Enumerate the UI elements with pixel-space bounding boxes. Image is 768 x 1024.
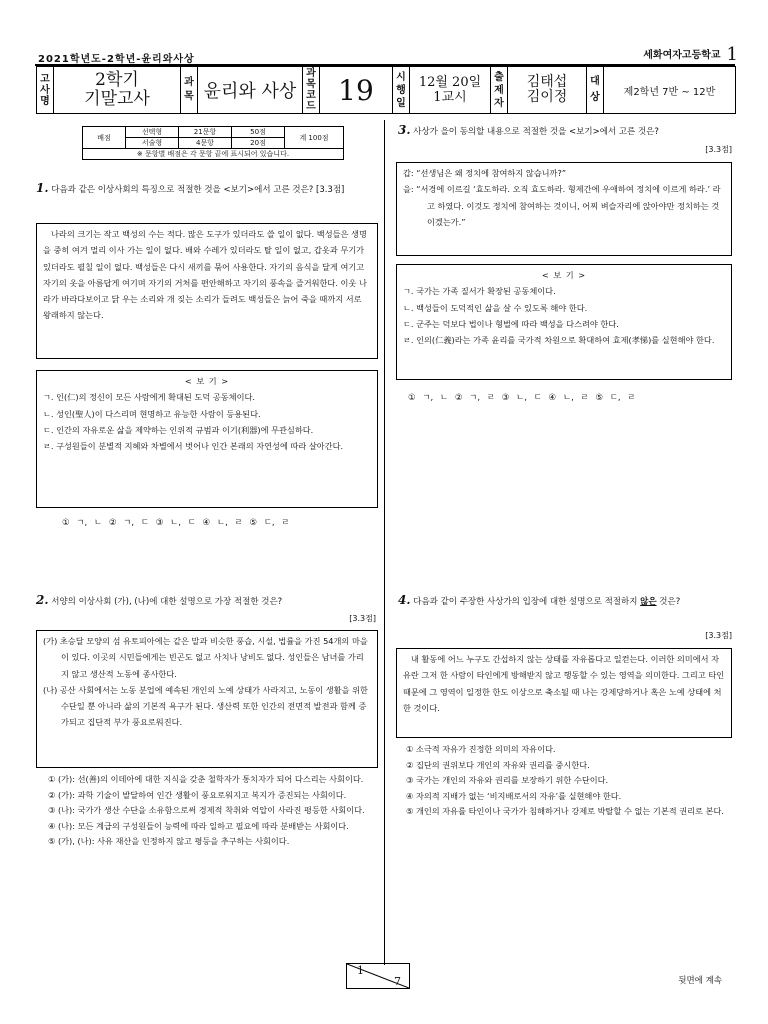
question-4-number: 4.: [398, 593, 411, 607]
q3-bogi-head: < 보 기 >: [541, 270, 587, 280]
q2-option[interactable]: ④ (나): 모든 계급의 구성원들이 능력에 따라 일하고 필요에 따라 분배받는 사회이다.: [48, 820, 349, 831]
page-indicator: [346, 963, 410, 989]
continue-note: 뒷면에 계속: [678, 976, 722, 986]
subject-code: 19: [338, 73, 374, 107]
exam-period: 1교시: [433, 90, 467, 105]
label-subject: 과목: [184, 77, 194, 102]
q4-option[interactable]: ④ 자의적 지배가 없는 ‘비지배로서의 자유’를 실현해야 한다.: [406, 790, 622, 801]
q1-bogi-head: < 보 기 >: [184, 376, 230, 386]
exam-name-1: 2학기: [95, 70, 139, 90]
q3-bogi-box: [396, 264, 732, 380]
q2-points: [3.3점]: [349, 614, 376, 623]
q4-option[interactable]: ⑤ 개인의 자유를 타인이나 국가가 침해하거나 강제로 박탈할 수 없는 기본적 권리로 본다.: [406, 806, 724, 816]
label-target: 대상: [590, 76, 600, 103]
q4-passage: 내 활동에 어느 누구도 간섭하지 않는 상태를 자유롭다고 일컫는다. 이러한 의미에서 자유란 그저 한 사람이 타인에게 방해받지 않고 행동할 수 있는 영역을 의미한다. 그리고 타인 때문에 그 영역이 일정한 한도 이상으로 축소될 때 나는 강제당하거나 혹은 노예 상태에 처한 것이다.: [396, 648, 732, 738]
author-2: 김이정: [526, 89, 568, 105]
q3-choices: ① ㄱ, ㄴ ② ㄱ, ㄹ ③ ㄴ, ㄷ ④ ㄴ, ㄹ ⑤ ㄷ, ㄹ: [408, 393, 636, 403]
q1-item: ㄱ. 인(仁)의 정신이 모든 사람에게 확대된 도덕 공동체이다.: [43, 392, 256, 403]
question-3-number: 3.: [398, 123, 411, 137]
question-4-text-a: 다음과 같이 주장한 사상가의 입장에 대한 설명으로 적절하지: [413, 597, 641, 607]
q2-option[interactable]: ③ (나): 국가가 생산 수단을 소유함으로써 경제적 착취와 억압이 사라진 평등한 사회이다.: [48, 805, 365, 815]
q3-item: ㄷ. 군주는 덕보다 법이나 형벌에 따라 백성을 다스려야 한다.: [403, 318, 619, 329]
question-4-text-underlined: 않은: [640, 597, 657, 607]
score-total: 계 100점: [285, 127, 344, 149]
q2-option[interactable]: ⑤ (가), (나): 사유 재산을 인정하지 않고 평등을 추구하는 사회이다.: [48, 836, 290, 846]
score-label: 배점: [83, 127, 126, 149]
q3-points: [3.3점]: [705, 145, 732, 154]
subject-name: 윤리와 사상: [203, 81, 297, 102]
exam-date: 12월 20일: [418, 75, 482, 90]
q1-item: ㄹ. 구성원들이 분별적 지혜와 차별에서 벗어나 인간 본래의 자연성에 따라 살아간다.: [43, 441, 344, 452]
question-1-number: 1.: [36, 181, 49, 195]
question-3: [398, 122, 734, 140]
q3-item: ㄱ. 국가는 가족 질서가 확장된 공동체이다.: [403, 286, 556, 297]
school-label: 세화여자고등학교: [643, 50, 721, 61]
q1-bogi-box: [36, 370, 378, 508]
mc-count: 21문항: [179, 127, 232, 138]
q4-option[interactable]: ① 소극적 자유가 진정한 의미의 자유이다.: [406, 744, 556, 754]
page-number: 1: [726, 44, 738, 65]
label-author: 출제자: [494, 71, 504, 109]
q3-speaker-eul: 을: “서경에 이르길 ‘효도하라. 오직 효도하라. 형제간에 우애하여 정치에 이르게 하라.’ 라고 하였다. 이것도 정치에 참여하는 것이니, 어찌 벼슬자리에 앉아야만 정치하는 것이겠는가.”: [403, 184, 721, 227]
question-2-number: 2.: [36, 593, 49, 607]
score-table: [82, 126, 344, 160]
label-exam-type: 고사명: [40, 73, 50, 107]
label-code: 과목코드: [306, 68, 316, 112]
q2-passage-ga: (가) 초승달 모양의 섬 유토피아에는 같은 말과 비슷한 풍습, 시설, 법률을 가진 54개의 마을이 있다. 이곳의 시민들에게는 빈곤도 없고 사치나 낭비도 없다. 성인들은 남녀를 가리지 않고 생산적 노동에 종사한다.: [43, 636, 368, 679]
label-date: 시행일: [396, 71, 406, 109]
q4-option[interactable]: ③ 국가는 개인의 자유와 권리를 보장하기 위한 수단이다.: [406, 775, 609, 785]
q2-options: [48, 772, 378, 850]
q3-speaker-gap: 갑: “선생님은 왜 정치에 참여하지 않습니까?”: [403, 168, 567, 178]
question-2: [36, 592, 378, 610]
q4-options: [406, 742, 732, 820]
page-current: 1: [357, 964, 364, 977]
exam-target: 제2학년 7반 ~ 12반: [623, 86, 716, 98]
q4-points: [3.3점]: [705, 631, 732, 640]
column-divider: [384, 120, 385, 965]
q3-dialogue-box: [396, 162, 732, 256]
question-2-text: 서양의 이상사회 (가), (나)에 대한 설명으로 가장 적절한 것은?: [51, 597, 283, 607]
q2-passage-na: (나) 공산 사회에서는 노동 분업에 예속된 개인의 노예 상태가 사라지고, 노동이 생활을 위한 수단일 뿐 아니라 삶의 기본적 욕구가 된다. 생산력 또한 인간의 전면적 발전과 함께 증가되고 집단적 부가 풍요로워진다.: [43, 684, 368, 728]
author-1: 김태섭: [526, 74, 568, 90]
q1-choices: ① ㄱ, ㄴ ② ㄱ, ㄷ ③ ㄴ, ㄷ ④ ㄴ, ㄹ ⑤ ㄷ, ㄹ: [62, 518, 290, 528]
q2-passage-box: [36, 630, 378, 768]
question-4: [398, 592, 734, 610]
exam-line: 2021학년도-2학년-윤리와사상: [38, 54, 195, 65]
q1-item: ㄷ. 인간의 자유로운 삶을 제약하는 인위적 규범과 이기(利器)에 무관심하다.: [43, 424, 314, 435]
header-table: [36, 66, 736, 114]
q3-item: ㄴ. 백성들이 도덕적인 삶을 살 수 있도록 해야 한다.: [403, 302, 588, 313]
q1-item: ㄴ. 성인(聖人)이 다스리며 현명하고 유능한 사람이 등용된다.: [43, 408, 261, 419]
exam-name-2: 기말고사: [84, 89, 150, 109]
score-note: ※ 문항별 배점은 각 문항 끝에 표시되어 있습니다.: [83, 149, 344, 160]
q2-option[interactable]: ① (가): 선(善)의 이데아에 대한 지식을 갖춘 철학자가 통치자가 되어 다스리는 사회이다.: [48, 774, 364, 784]
q3-item: ㄹ. 인의(仁義)라는 가족 윤리를 국가적 차원으로 확대하여 효제(孝悌)를 실현해야 한다.: [403, 335, 715, 346]
mc-points: 50점: [232, 127, 285, 138]
question-3-text: 사상가 을이 동의할 내용으로 적절한 것을 <보기>에서 고른 것은?: [413, 127, 659, 137]
q1-passage: 나라의 크기는 작고 백성의 수는 적다. 많은 도구가 있더라도 쓸 일이 없다. 백성들은 생명을 중히 여겨 멀리 이사 가는 일이 없다. 배와 수레가 있더라도 탈 일이 없고, 갑옷과 무기가 있더라도 펼칠 일이 없다. 백성들은 다시 새끼를 묶어 사용한다. 자기의 음식을 달게 여기고 자기의 옷을 아름답게 여기며 자기의 거처를 편안해하고 자기의 풍속을 즐거워한다. 이웃 나라가 바라다보이고 닭 우는 소리와 개 짖는 소리가 들려도 백성들은 늙어 죽을 때까지 서로 왕래하지 않는다.: [36, 223, 378, 359]
sa-label: 서술형: [126, 138, 179, 149]
sa-count: 4문항: [179, 138, 232, 149]
school-name: [643, 44, 738, 65]
question-4-text-b: 것은?: [656, 597, 681, 607]
q2-option[interactable]: ② (가): 과학 기술이 발달하여 인간 생활이 풍요로워지고 복지가 증진되는 사회이다.: [48, 789, 347, 800]
sa-points: 20점: [232, 138, 285, 149]
mc-label: 선택형: [126, 127, 179, 138]
page-total: 7: [394, 975, 401, 988]
question-1-text: 다음과 같은 이상사회의 특징으로 적절한 것을 <보기>에서 고른 것은? [3.3점]: [51, 185, 345, 195]
q4-option[interactable]: ② 집단의 권위보다 개인의 자유와 권리를 중시한다.: [406, 759, 590, 770]
question-1: [36, 180, 378, 198]
